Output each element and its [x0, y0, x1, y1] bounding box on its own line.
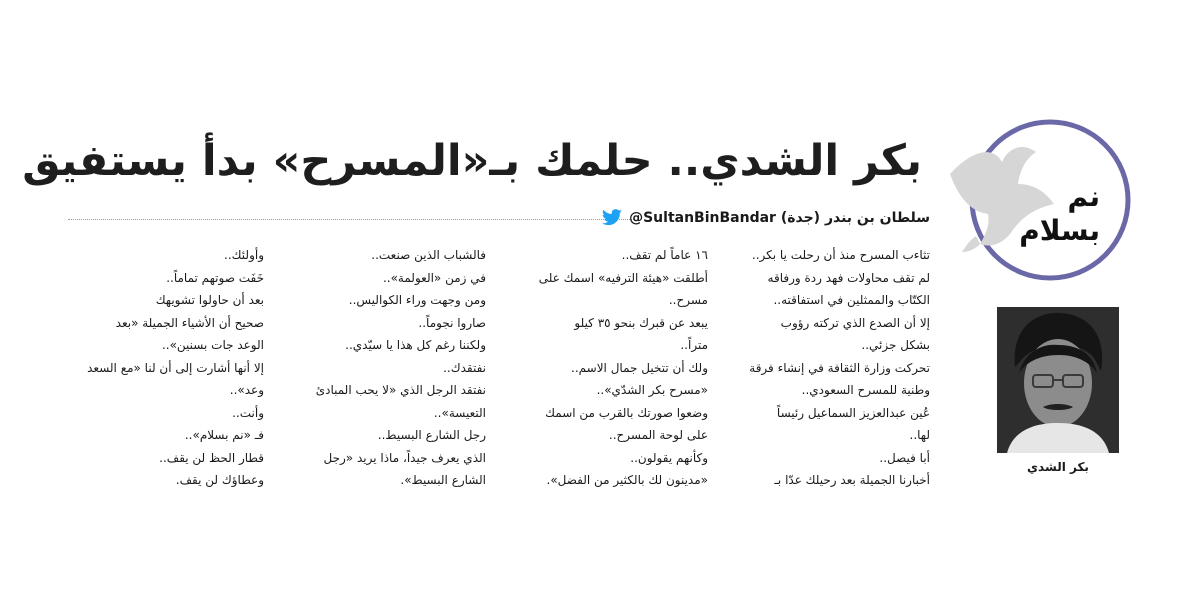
twitter-icon — [601, 209, 623, 227]
column-line: إلا أن الصدع الذي تركته رؤوب — [780, 315, 930, 330]
column-line: لم تقف محاولات فهد ردة ورفاقه — [767, 270, 930, 285]
column-line: تثاءب المسرح منذ أن رحلت يا بكر.. — [751, 248, 930, 262]
column-line: وطنية للمسرح السعودي.. — [801, 383, 930, 397]
twitter-handle[interactable]: @SultanBinBandar — [629, 210, 776, 226]
headline: بكر الشدي.. حلمك بـ«المسرح» بدأ يستفيق — [22, 136, 922, 186]
column-line: بعد أن حاولوا تشويهك — [155, 293, 264, 307]
column-line: قطار الحظ لن يقف.. — [159, 450, 264, 465]
column-line: صحيح أن الأشياء الجميلة «بعد — [115, 315, 264, 330]
column-logo — [940, 112, 1140, 312]
column-line: الشارع البسيط». — [400, 473, 486, 487]
column-line: يبعد عن قبرك بنحو ٣٥ كيلو — [574, 315, 708, 330]
column-line: ولك أن تتخيل جمال الاسم.. — [571, 360, 708, 375]
column-line: وأولئك.. — [224, 248, 264, 262]
column-line: في زمن «العولمة».. — [382, 270, 486, 285]
column-line: رجل الشارع البسيط.. — [377, 428, 486, 442]
column-line: أخبارنا الجميلة بعد رحيلك عدّا بـ — [774, 473, 930, 487]
column-line: فـ «نم بسلام».. — [184, 428, 264, 442]
portrait-photo — [997, 307, 1119, 453]
column-line: وعطاؤك لن يقف. — [175, 473, 264, 487]
column-line: إلا أنها أشارت إلى أن لنا «مع السعد — [87, 360, 264, 375]
column-line: أطلقت «هيئة الترفيه» اسمك على — [538, 270, 708, 285]
column-line: الكتّاب والممثلين في استفاقته.. — [773, 293, 930, 307]
column-line: تحركت وزارة الثقافة في إنشاء فرقة — [749, 360, 930, 375]
logo-line-1: نم — [1067, 180, 1100, 213]
column-line: الوعد جات بسنين».. — [161, 338, 264, 352]
article-column-4 — [64, 244, 264, 492]
column-line: نفتقدك.. — [443, 360, 486, 375]
column-line: التعيسة».. — [433, 405, 486, 420]
column-line: بشكل جزئي.. — [861, 338, 930, 352]
column-line: عُين عبدالعزيز السماعيل رئيساً — [776, 405, 930, 420]
column-line: على لوحة المسرح.. — [608, 428, 708, 442]
column-line: نفتقد الرجل الذي «لا يحب المبادئ — [315, 383, 486, 397]
photo-caption: بكر الشدي — [1027, 460, 1089, 474]
column-line: وكأنهم يقولون.. — [630, 450, 708, 465]
column-line: وعد».. — [229, 383, 264, 397]
column-line: ومن وجهت وراء الكواليس.. — [348, 293, 486, 307]
article-column-3 — [286, 244, 486, 492]
column-line: «مسرح بكر الشدّي».. — [596, 383, 708, 397]
logo-line-2: بسلام — [1019, 214, 1100, 247]
article-body — [64, 244, 930, 494]
column-line: صاروا نجوماً.. — [418, 315, 486, 330]
column-line: وأنت.. — [232, 405, 264, 420]
author-name: سلطان بن بندر (جدة) — [780, 210, 930, 226]
column-line: لها.. — [909, 428, 930, 442]
column-line: ولكننا رغم كل هذا يا سيّدي.. — [345, 338, 486, 352]
column-line: خَفَت صوتهم تماماً.. — [166, 270, 264, 285]
logo-text — [1019, 180, 1100, 248]
byline-row — [68, 206, 930, 230]
article-column-2 — [508, 244, 708, 492]
column-line: «مدينون لك بالكثير من الفضل». — [546, 473, 708, 487]
dotted-rule — [68, 219, 634, 220]
column-line: ١٦ عاماً لم تقف.. — [621, 248, 708, 262]
article-column-1 — [730, 244, 930, 492]
column-line: متراً.. — [680, 338, 708, 352]
byline — [601, 206, 930, 230]
column-line: مسرح.. — [668, 293, 708, 307]
column-line: أبا فيصل.. — [879, 450, 930, 465]
column-line: وضعوا صورتك بالقرب من اسمك — [545, 405, 708, 420]
column-line: فالشباب الذين صنعت.. — [371, 248, 486, 262]
column-line: الذي يعرف جيداً، ماذا يريد «رجل — [323, 450, 486, 465]
